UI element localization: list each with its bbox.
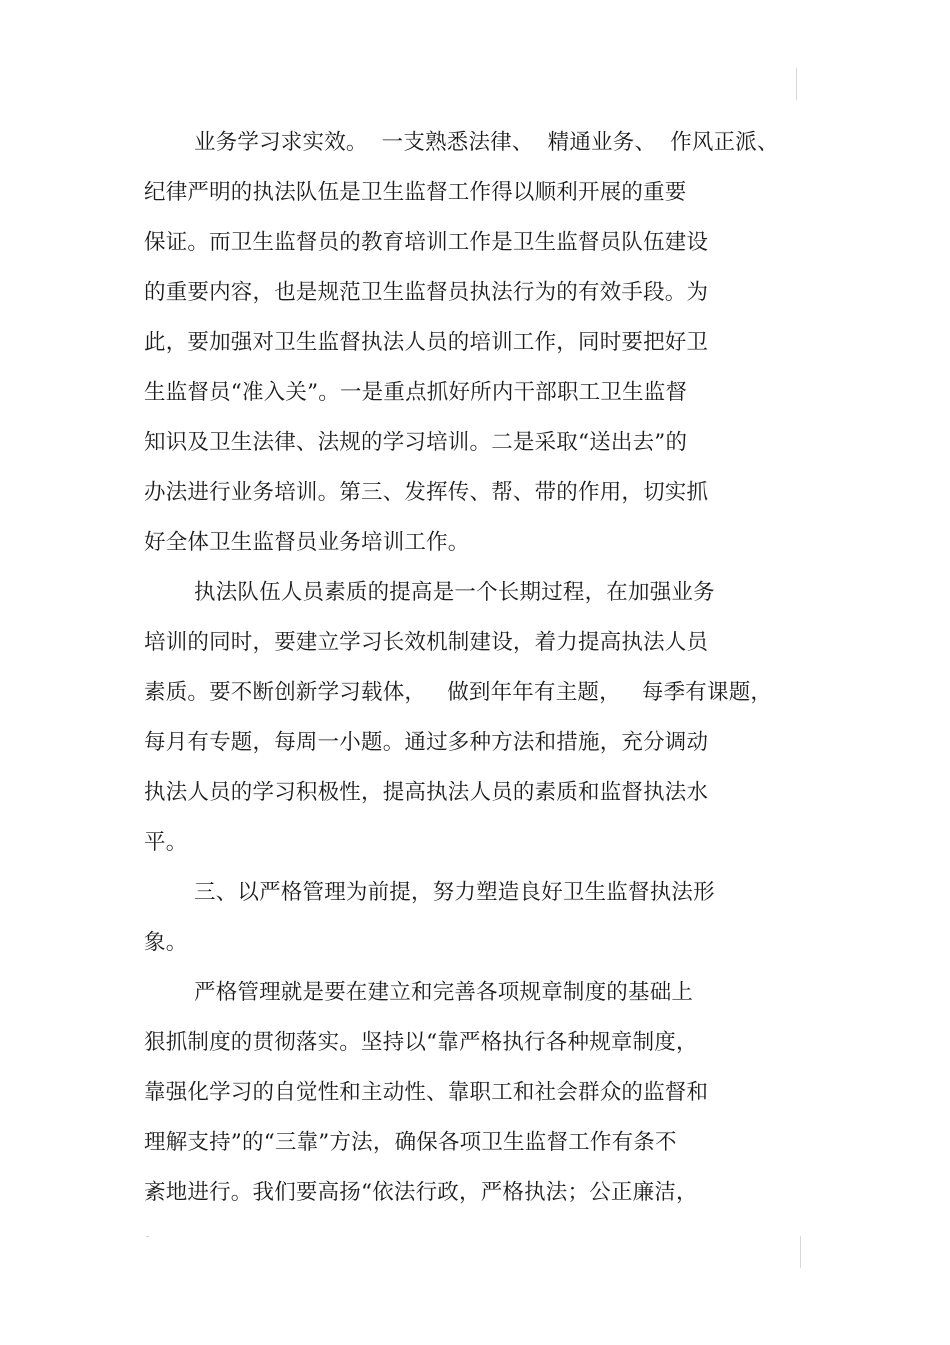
- text-line: 业务学习求实效。 一支熟悉法律、 精通业务、 作风正派、: [194, 130, 779, 155]
- text-line: 靠强化学习的自觉性和主动性、靠职工和社会群众的监督和: [144, 1080, 709, 1105]
- text-line: 办法进行业务培训。第三、发挥传、帮、带的作用，切实抓: [144, 480, 709, 505]
- text-line: 紊地进行。我们要高扬“依法行政，严格执法；公正廉洁，: [144, 1180, 698, 1205]
- text-line: 纪律严明的执法队伍是卫生监督工作得以顺利开展的重要: [144, 180, 687, 205]
- text-line: 三、以严格管理为前提，努力塑造良好卫生监督执法形: [194, 880, 715, 905]
- page-corner-mark-bottom: [800, 1236, 801, 1268]
- text-line: 平。: [144, 830, 188, 855]
- text-line: 知识及卫生法律、法规的学习培训。二是采取“送出去”的: [144, 430, 688, 455]
- text-line: 执法队伍人员素质的提高是一个长期过程，在加强业务: [194, 580, 715, 605]
- text-line: 此，要加强对卫生监督执法人员的培训工作，同时要把好卫: [144, 330, 709, 355]
- text-line: 保证。而卫生监督员的教育培训工作是卫生监督员队伍建设: [144, 230, 709, 255]
- text-line: 理解支持”的“三靠”方法，确保各项卫生监督工作有条不: [144, 1130, 677, 1155]
- page-corner-dot: [146, 1236, 149, 1237]
- text-line: 严格管理就是要在建立和完善各项规章制度的基础上: [194, 980, 694, 1005]
- page-corner-mark-top: [796, 68, 797, 100]
- text-line: 培训的同时，要建立学习长效机制建设，着力提高执法人员: [144, 630, 709, 655]
- text-line: 狠抓制度的贯彻落实。坚持以“靠严格执行各种规章制度，: [144, 1030, 698, 1055]
- text-line: 好全体卫生监督员业务培训工作。: [144, 530, 470, 555]
- text-line: 执法人员的学习积极性，提高执法人员的素质和监督执法水: [144, 780, 709, 805]
- text-line: 每月有专题，每周一小题。通过多种方法和措施，充分调动: [144, 730, 709, 755]
- text-line: 生监督员“准入关”。一是重点抓好所内干部职工卫生监督: [144, 380, 688, 405]
- text-line: 象。: [144, 930, 188, 955]
- text-line: 的重要内容，也是规范卫生监督员执法行为的有效手段。为: [144, 280, 709, 305]
- text-line: 素质。要不断创新学习载体， 做到年年有主题， 每季有课题，: [144, 680, 773, 705]
